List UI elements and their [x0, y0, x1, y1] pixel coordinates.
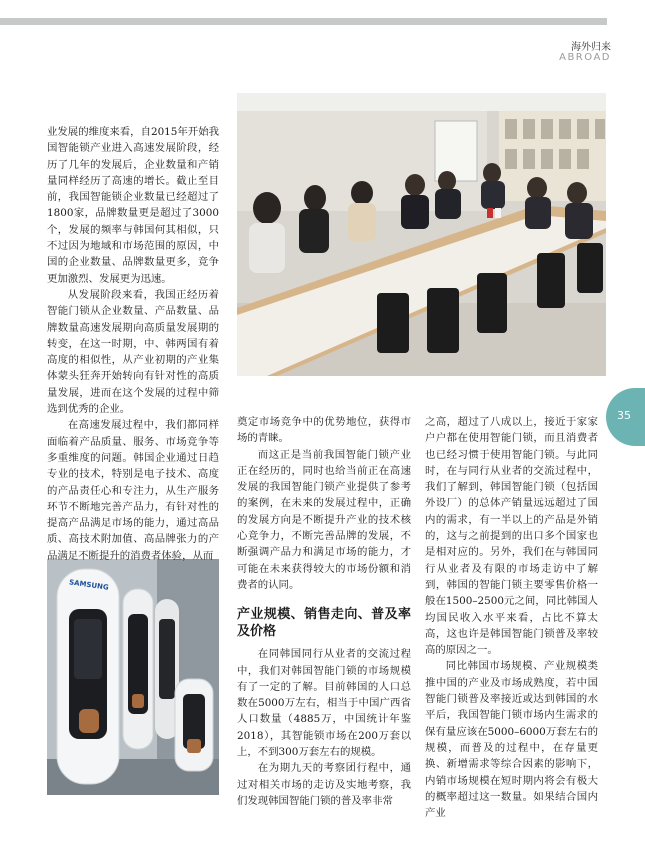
paragraph: 之高，超过了八成以上，接近于家家户户都在使用智能门锁，而且消费者也已经习惯于使用智能门锁。与此同时，在与同行从业者的交流过程中，我们了解到，韩国智能门锁（包括国外设厂）的总体产销量远远超过了国内的需求，有一半以上的产品是外销的，这与之前提到的出口多个国家也是相对应的。另外，我们在与韩国同行从业者及有限的市场走访中了解到，韩国的智能门锁主要零售价格一般在1500–2500元之间，同比韩国人均国民收入水平来看，占比不算太高，这也许是韩国智能门锁普及率较高的原因之一。	[425, 416, 598, 657]
paragraph: 从发展阶段来看，我国正经历着智能门锁从企业数量、产品数量、品牌数量高速发展期向高质量发展期的转变，在这一时期，中、韩两国有着高度的相似性，从产业初期的产业集体蒙头狂奔开始转向有针对性的高质量发展，进而在这个发展的过程中筛选到优秀的企业。	[47, 288, 219, 416]
paragraph: 在高速发展过程中，我们都同样面临着产品质量、服务、市场竞争等多重维度的问题。韩国企业通过日趋专业的技术，特别是电子技术、高度的产品责任心和专注力，从生产服务环节不断地完善产品力，有针对性的提高产品满足市场的能力，通过高品质、高技术附加值、高品牌张力的产品满足不断提升的消费者体验，从而	[47, 419, 219, 562]
paragraph: 奠定市场竞争中的优势地位，获得市场的青睐。	[237, 416, 411, 445]
paragraph: 同比韩国市场规模、产业规模类推中国的产业及市场成熟度，若中国智能门锁普及率接近或达到韩国的水平后，我国智能门锁市场内生需求的保有量应该在5000–6000万套左右的规模，而普及的过程中，在存量更换、新增需求等综合因素的影响下，内销市场规模在短时期内将会有极大的概率超过这一数量。如果结合国内产业	[425, 660, 598, 820]
paragraph: 在为期九天的考察团行程中，通过对相关市场的走访及实地考察，我们发现韩国智能门锁的普及率非常	[237, 762, 411, 807]
section-title: 海外归来	[571, 42, 611, 53]
brand-label: SAMSUNG	[68, 578, 110, 592]
meeting-photo	[237, 93, 606, 376]
section-heading: 产业规模、销售走向、普及率及价格	[237, 607, 411, 640]
column-2	[237, 414, 411, 809]
column-3	[425, 414, 598, 821]
paragraph: 业发展的维度来看，自2015年开始我国智能锁产业进入高速发展阶段，经历了几年的发展后，企业数量和产销量同样经历了高速的增长。截止至目前，我国智能锁企业数量已经超过了1800家，品牌数量更是超过了3000个，发展的频率与韩国何其相似，只不过因为地域和市场范围的原因，中国的企业数量、品牌数量更多，竞争更加激烈、发展更为迅速。	[47, 126, 219, 285]
paragraph: 在同韩国同行从业者的交流过程中，我们对韩国智能门锁的市场规模有了一定的了解。目前韩国的人口总数在5000万左右，相当于中国广西省人口数量（4885万，中国统计年鉴2018），其智能锁市场在200万套以上，不到300万套左右的规模。	[237, 648, 411, 759]
lock-display-photo	[47, 559, 219, 795]
paragraph: 而这正是当前我国智能门锁产业正在经历的，同时也给当前正在高速发展的我国智能门锁产业提供了参考的案例，在未来的发展过程中，正确的发展方向是不断提升产业的技术核心竞争力，不断完善品牌的发展，不断强调产品力和满足市场的能力，才可能在未来获得较大的市场份额和消费者的认同。	[237, 448, 411, 591]
section-title-en: ABROAD	[559, 52, 611, 63]
page-number: 35	[617, 409, 631, 422]
column-1	[47, 124, 219, 564]
header-rule	[0, 18, 607, 25]
